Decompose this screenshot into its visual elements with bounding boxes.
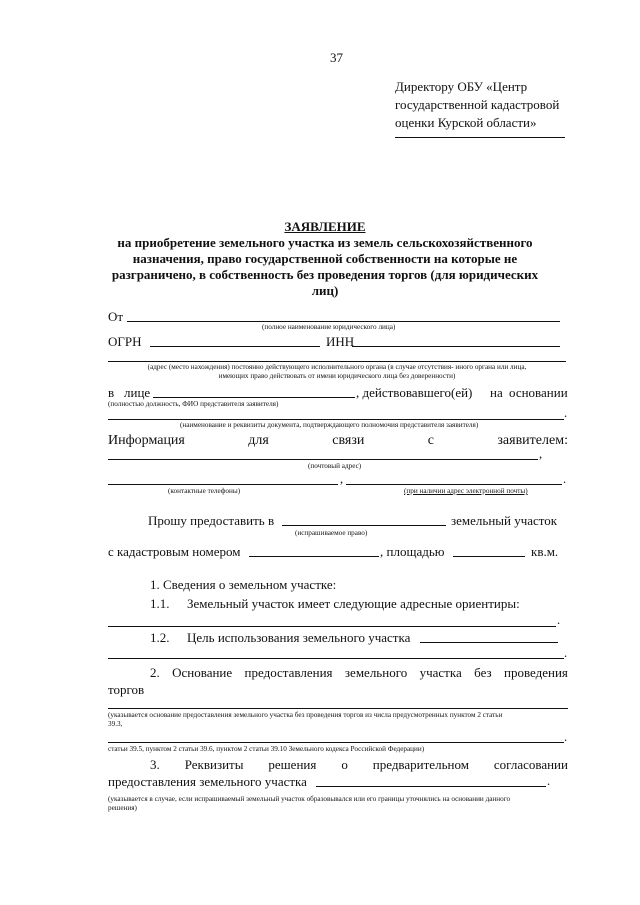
acting-label: , действовавшего(ей)	[356, 385, 473, 400]
addressee-line: государственной кадастровой	[395, 97, 560, 112]
email-hint: (при наличии адрес электронной почты)	[404, 487, 528, 495]
ogrn-field[interactable]	[150, 346, 320, 347]
basis-hint	[108, 711, 568, 729]
section3-line	[150, 757, 568, 773]
area-field[interactable]	[453, 556, 525, 557]
period: .	[547, 774, 551, 788]
representative-field[interactable]	[153, 397, 355, 398]
area-unit: кв.м.	[531, 544, 559, 559]
title-line: назначения, право государственной собственности на которые не	[132, 251, 518, 266]
in-label: в	[108, 385, 115, 400]
address-landmarks-field[interactable]	[108, 626, 556, 627]
title-line: разграничено, в собственность без проведения торгов (для юридических	[111, 267, 539, 282]
area-label: , площадью	[380, 544, 445, 559]
approval-hint-line: решения)	[108, 804, 137, 812]
item-number: 1.2.	[150, 630, 170, 645]
section2-word: Основание	[172, 665, 233, 680]
section-number: 2.	[150, 665, 160, 680]
contact-word: с	[427, 433, 434, 448]
address-hint-line: имеющих право действовать от имени юридического лица без доверенности)	[218, 372, 456, 380]
section2-word: предоставления	[244, 665, 333, 680]
phones-field[interactable]	[108, 484, 338, 485]
contact-word: для	[248, 433, 269, 448]
basis-hint-line: 39.3,	[108, 720, 123, 728]
period: .	[564, 406, 568, 420]
cadastral-number-field[interactable]	[249, 556, 379, 557]
section1-item2: Цель использования земельного участка	[187, 630, 411, 645]
section3-word: согласовании	[493, 757, 568, 772]
section2-tail: торгов	[108, 682, 145, 697]
period: .	[557, 613, 561, 627]
from-hint: (полное наименование юридического лица)	[262, 323, 396, 331]
addressee-signature-line	[395, 137, 565, 138]
addressee-line: Директору ОБУ «Центр	[395, 79, 528, 94]
section-number: 3.	[150, 757, 160, 772]
contact-heading	[108, 432, 568, 449]
section3-word: о	[341, 757, 348, 772]
section2-word: земельного	[344, 665, 408, 680]
approval-hint-line: (указывается в случае, если испрашиваемый земельный участок образовывался или его границы уточнялись на основании данного	[108, 795, 511, 803]
title-line: лиц)	[311, 283, 339, 298]
section3-word: Реквизиты	[184, 757, 244, 772]
period: .	[564, 646, 568, 660]
item-number: 1.1.	[150, 596, 170, 611]
inn-field[interactable]	[352, 346, 560, 347]
contact-word: заявителем:	[497, 433, 568, 448]
basis-field-continued[interactable]	[108, 742, 564, 743]
period: .	[563, 472, 567, 486]
section1-item1: Земельный участок имеет следующие адресные ориентиры:	[187, 596, 520, 611]
preliminary-approval-hint	[108, 795, 570, 813]
basis-hint-tail: статьи 39.5, пунктом 2 статьи 39.6, пунктом 2 статьи 39.10 Земельного кодекса Российской Федерации)	[108, 745, 425, 753]
section2-line	[150, 665, 568, 681]
basis-hint-line: (указывается основание предоставления земельного участка без проведения торгов из числа предусмотренных пунктом 2 статьи	[108, 711, 503, 719]
inn-label: ИНН	[326, 334, 355, 349]
comma: ,	[539, 447, 543, 461]
comma: ,	[340, 472, 344, 486]
contact-word: Информация	[108, 433, 185, 448]
address-field[interactable]	[108, 361, 566, 362]
section1-title: 1. Сведения о земельном участке:	[150, 577, 337, 592]
person-label: лице	[124, 385, 151, 400]
postal-address-field[interactable]	[108, 459, 538, 460]
postal-hint: (почтовый адрес)	[308, 462, 362, 470]
authority-document-field[interactable]	[108, 419, 564, 420]
preliminary-approval-field[interactable]	[316, 786, 546, 787]
contact-word: связи	[332, 433, 365, 448]
request-prefix: Прошу предоставить в	[148, 513, 275, 528]
addressee-block	[395, 78, 559, 132]
address-hint	[108, 363, 566, 381]
address-hint-line: (адрес (место нахождения) постоянно действующего исполнительного органа (в случае отсутствия- иного органа или лица,	[147, 363, 527, 371]
purpose-field-continued[interactable]	[108, 658, 564, 659]
representative-hint: (полностью должность, ФИО представителя заявителя)	[108, 400, 279, 408]
from-label: От	[108, 309, 124, 324]
title-line: на приобретение земельного участка из земель сельскохозяйственного	[117, 235, 533, 250]
section3-word: предварительном	[372, 757, 469, 772]
addressee-line: оценки Курской области»	[395, 115, 537, 130]
on-label: на	[490, 385, 503, 400]
section3-line2: предоставления земельного участка	[108, 774, 307, 789]
period: .	[564, 730, 568, 744]
page-number: 37	[330, 50, 343, 65]
section3-word: решения	[268, 757, 317, 772]
applicant-name-field[interactable]	[127, 321, 560, 322]
section2-word: проведения	[504, 665, 568, 680]
section2-word: без	[474, 665, 492, 680]
requested-right-field[interactable]	[282, 525, 446, 526]
phones-hint: (контактные телефоны)	[168, 487, 241, 495]
request-suffix: земельный участок	[451, 513, 558, 528]
document-heading: ЗАЯВЛЕНИЕ	[284, 219, 366, 234]
cadastral-label: с кадастровым номером	[108, 544, 241, 559]
basis-field[interactable]	[108, 708, 568, 709]
basis-label: основании	[509, 385, 568, 400]
requested-right-hint: (испрашиваемое право)	[295, 529, 368, 537]
purpose-field[interactable]	[420, 642, 558, 643]
email-field[interactable]	[346, 484, 562, 485]
section2-word: участка	[419, 665, 462, 680]
title-block	[90, 219, 560, 299]
ogrn-label: ОГРН	[108, 334, 142, 349]
authority-document-hint: (наименование и реквизиты документа, подтверждающего полномочия представителя заявителя)	[180, 421, 479, 429]
